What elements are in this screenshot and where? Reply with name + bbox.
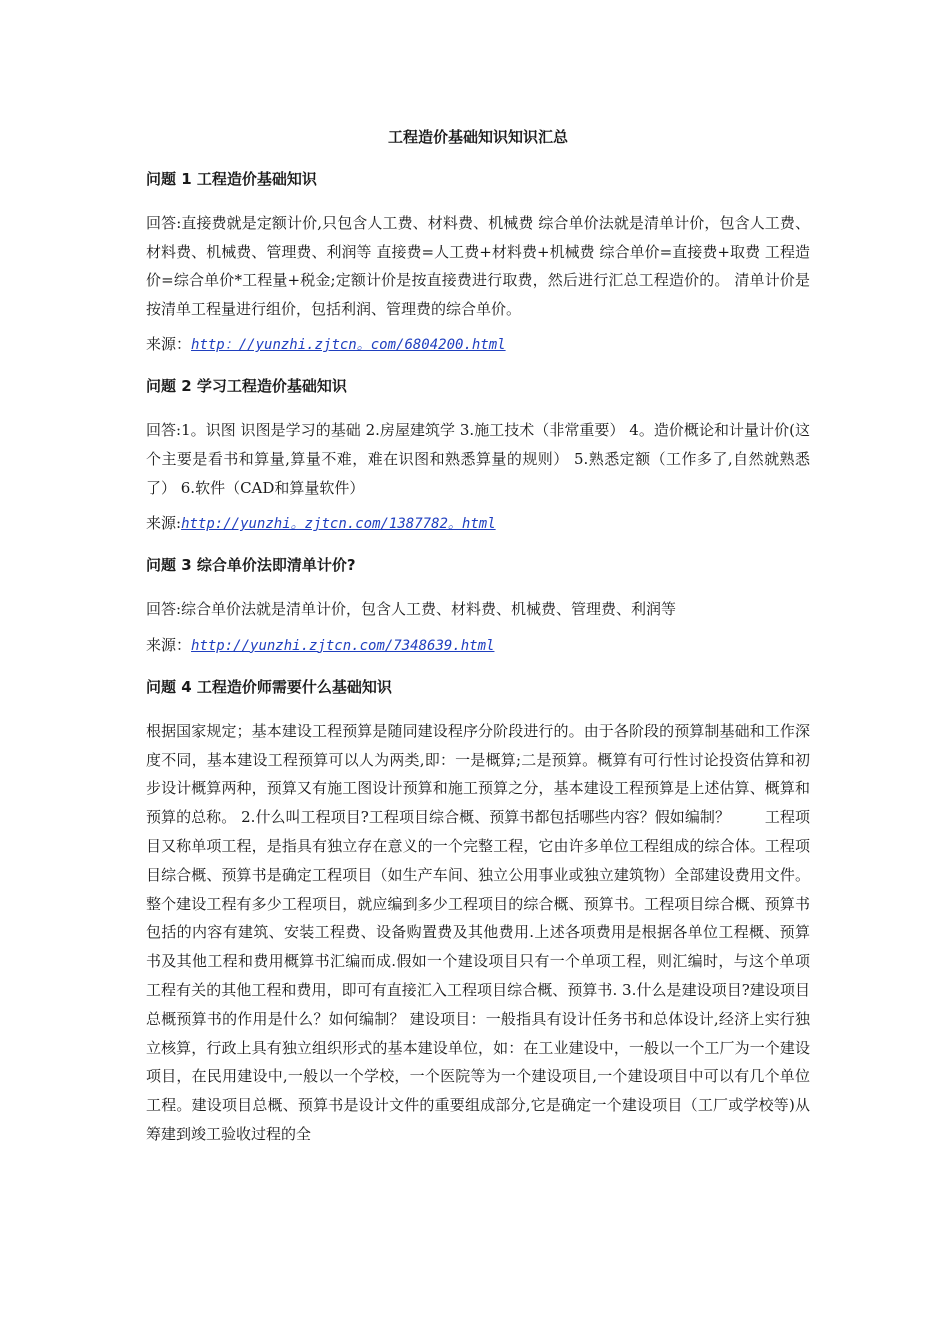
document-title: 工程造价基础知识知识汇总	[387, 128, 568, 146]
question-3-source	[146, 634, 810, 657]
question-1-source	[146, 333, 810, 356]
question-2-answer: 回答:1。识图 识图是学习的基础 2.房屋建筑学 3.施工技术（非常重要） 4。造价概论和计量计价(这个主要是看书和算量,算量不难，难在识图和熟悉算量的规则） 5.熟悉定额（工作多了,自然就熟悉了） 6.软件（CAD和算量软件）	[146, 421, 810, 497]
source-label: 来源：	[146, 635, 192, 654]
source-link[interactable]: http://yunzhi.zjtcn.com/7348639.html	[191, 637, 495, 654]
question-1-answer: 回答:直接费就是定额计价,只包含人工费、材料费、机械费 综合单价法就是清单计价，包含人工费、材料费、机械费、管理费、利润等 直接费=人工费+材料费+机械费 综合单价=直接费+取费 工程造价=综合单价*工程量+税金;定额计价是按直接费进行取费，然后进行汇总工程造价的。 清单计价是按清单工程量进行组价，包括利润、管理费的综合单价。	[146, 214, 810, 318]
question-4-heading: 问题 4 工程造价师需要什么基础知识	[146, 677, 392, 696]
source-link[interactable]: http：//yunzhi.zjtcn。com/6804200.html	[191, 337, 506, 354]
source-link[interactable]: http://yunzhi。zjtcn.com/1387782。html	[181, 516, 496, 533]
question-2-source	[146, 512, 810, 535]
question-1-heading: 问题 1 工程造价基础知识	[146, 170, 317, 188]
question-2-heading: 问题 2 学习工程造价基础知识	[146, 377, 347, 396]
document-page	[146, 126, 810, 1149]
question-3-heading: 问题 3 综合单价法即清单计价?	[146, 556, 356, 575]
question-4-answer: 根据国家规定；基本建设工程预算是随同建设程序分阶段进行的。由于各阶段的预算制基础和工作深度不同，基本建设工程预算可以人为两类,即：一是概算;二是预算。概算有可行性讨论投资估算和初步设计概算两种，预算又有施工图设计预算和施工预算之分，基本建设工程预算是上述估算、概算和预算的总称。 2.什么叫工程项目?工程项目综合概、预算书都包括哪些内容？假如编制？ 工程项目又称单项工程，是指具有独立存在意义的一个完整工程，它由许多单位工程组成的综合体。工程项目综合概、预算书是确定工程项目（如生产车间、独立公用事业或独立建筑物）全部建设费用文件。整个建设工程有多少工程项目，就应编到多少工程项目的综合概、预算书。工程项目综合概、预算书包括的内容有建筑、安装工程费、设备购置费及其他费用.上述各项费用是根据各单位工程概、预算书及其他工程和费用概算书汇编而成.假如一个建设项目只有一个单项工程，则汇编时，与这个单项工程有关的其他工程和费用，即可有直接汇入工程项目综合概、预算书. 3.什么是建设项目?建设项目总概预算书的作用是什么？如何编制？ 建设项目：一般指具有设计任务书和总体设计,经济上实行独立核算，行政上具有独立组织形式的基本建设单位，如：在工业建设中，一般以一个工厂为一个建设项目，在民用建设中,一般以一个学校，一个医院等为一个建设项目,一个建设项目中可以有几个单位工程。建设项目总概、预算书是设计文件的重要组成部分,它是确定一个建设项目（工厂或学校等)从筹建到竣工验收过程的全	[146, 721, 810, 1143]
question-3-answer: 回答:综合单价法就是清单计价，包含人工费、材料费、机械费、管理费、利润等	[146, 600, 677, 619]
source-label: 来源:	[146, 514, 182, 533]
source-label: 来源：	[146, 335, 192, 354]
